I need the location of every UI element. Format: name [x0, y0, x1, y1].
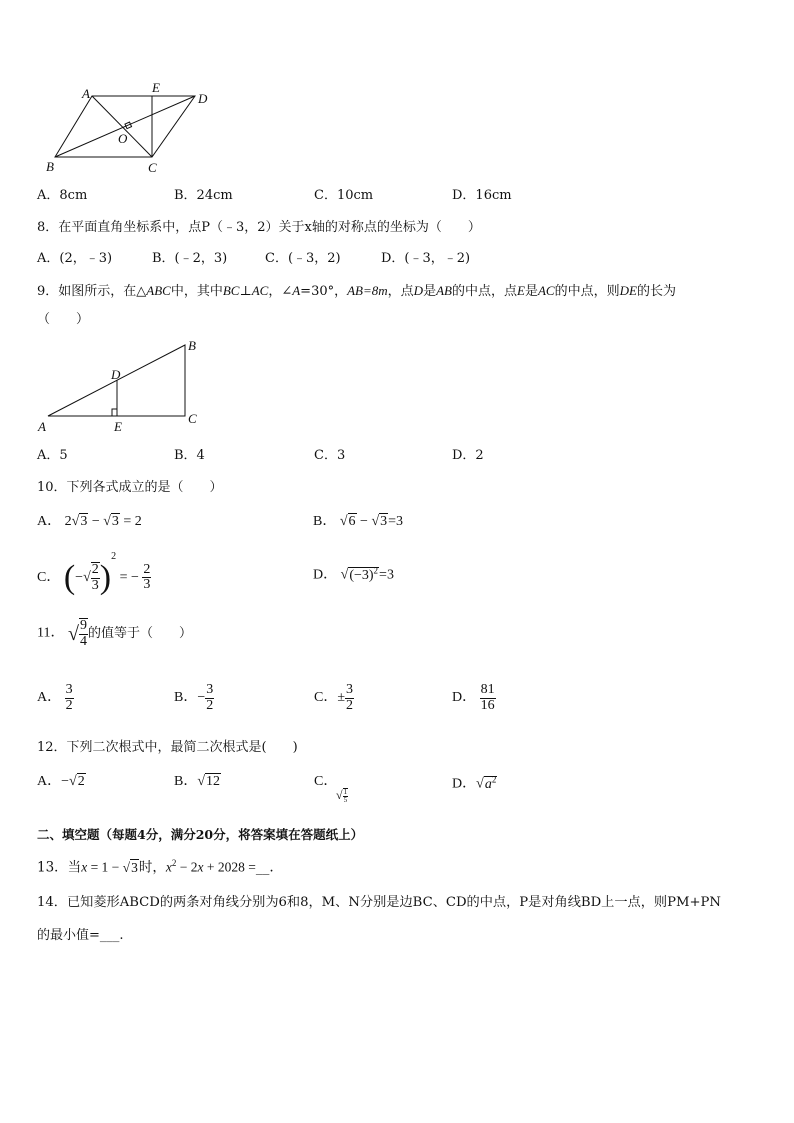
q9-option-d: D．2 — [452, 448, 484, 463]
q7-option-c: C．10cm — [314, 188, 374, 203]
fig7-label-d: D — [198, 91, 208, 106]
q10-option-a: A． 2√3 − √3 = 2 — [37, 514, 142, 529]
q11-option-d: D． $\frac{81}{16}$ — [452, 682, 495, 713]
q12-option-b: B．√12 — [174, 774, 221, 789]
q7-option-d: D．16cm — [452, 188, 512, 203]
fig9-label-e: E — [114, 419, 122, 434]
fig7-label-c: C — [148, 160, 157, 175]
q11-stem: 11． √ $\frac{9}{4}$ 的值等于（ ） — [37, 618, 192, 649]
q9-option-c: C．3 — [314, 448, 346, 463]
fig7-label-a: A — [82, 86, 90, 101]
fig9-label-d: D — [111, 367, 121, 382]
q12-option-d: D．$√a^2$ — [452, 774, 497, 792]
q11-option-a: A． $\frac{3}{2}$ — [37, 682, 73, 713]
q14-answer-blank[interactable]: ___ — [99, 928, 120, 943]
fig7-label-e: E — [152, 80, 160, 95]
q13: 13．当x = 1 − √3时，$x^2 - 2x + 2028$ =__. — [37, 858, 274, 876]
fig9-label-b: B — [188, 338, 196, 353]
section-heading: 二、填空题（每题4分，满分20分，将答案填在答题纸上） — [37, 827, 364, 842]
q12-option-a: A．−√2 — [37, 774, 85, 789]
q9-stem: 9．如图所示，在△ABC中，其中BC⊥AC，∠A=30°，AB=8m，点D是AB的中点，点E是AC的中点，则DE的长为 — [37, 283, 676, 299]
q11-option-c: C．± $\frac{3}{2}$ — [314, 682, 354, 713]
fig7-label-o: O — [118, 131, 128, 146]
q7-option-a: A．8cm — [37, 188, 88, 203]
q12-option-c: C． — [314, 774, 338, 789]
q10-option-b: B． √6 − √3=3 — [313, 514, 404, 529]
q8-option-c: C．(﹣3，2) — [265, 251, 341, 266]
q14-line2: 的最小值=___. — [37, 928, 124, 943]
q7-option-b: B．24cm — [174, 188, 233, 203]
q13-answer-blank[interactable]: __ — [255, 859, 270, 876]
q8-stem: 8．在平面直角坐标系中，点P（﹣3，2）关于x轴的对称点的坐标为（ ） — [37, 220, 481, 235]
q9-option-b: B．4 — [174, 448, 205, 463]
q12-option-c-radical: √ $\frac{1}{5}$ — [336, 788, 348, 805]
q8-option-d: D．(﹣3，﹣2) — [381, 251, 471, 266]
triangle-figure — [0, 0, 794, 440]
q9-paren: （ ） — [37, 312, 90, 327]
fig9-label-c: C — [188, 411, 197, 426]
q10-stem: 10．下列各式成立的是（ ） — [37, 480, 223, 495]
fig9-label-a: A — [38, 419, 46, 434]
q10-option-c: C． (−√ $\frac{2}{3}$ )$^2$ = − $\frac{2}{3}$ — [37, 551, 151, 597]
q8-option-b: B．(﹣2，3) — [152, 251, 228, 266]
q8-option-a: A．(2，﹣3) — [37, 251, 113, 266]
q14-line1: 14．已知菱形ABCD的两条对角线分别为6和8，M、N分别是边BC、CD的中点，P是对角线BD上一点，则PM+PN — [37, 895, 721, 910]
q9-option-a: A．5 — [37, 448, 68, 463]
q12-stem: 12．下列二次根式中，最简二次根式是( ) — [37, 740, 298, 755]
q10-option-d: D． $√(-3)^2=3$ — [313, 565, 394, 583]
fig7-label-b: B — [46, 159, 54, 174]
q11-option-b: B．− $\frac{3}{2}$ — [174, 682, 214, 713]
